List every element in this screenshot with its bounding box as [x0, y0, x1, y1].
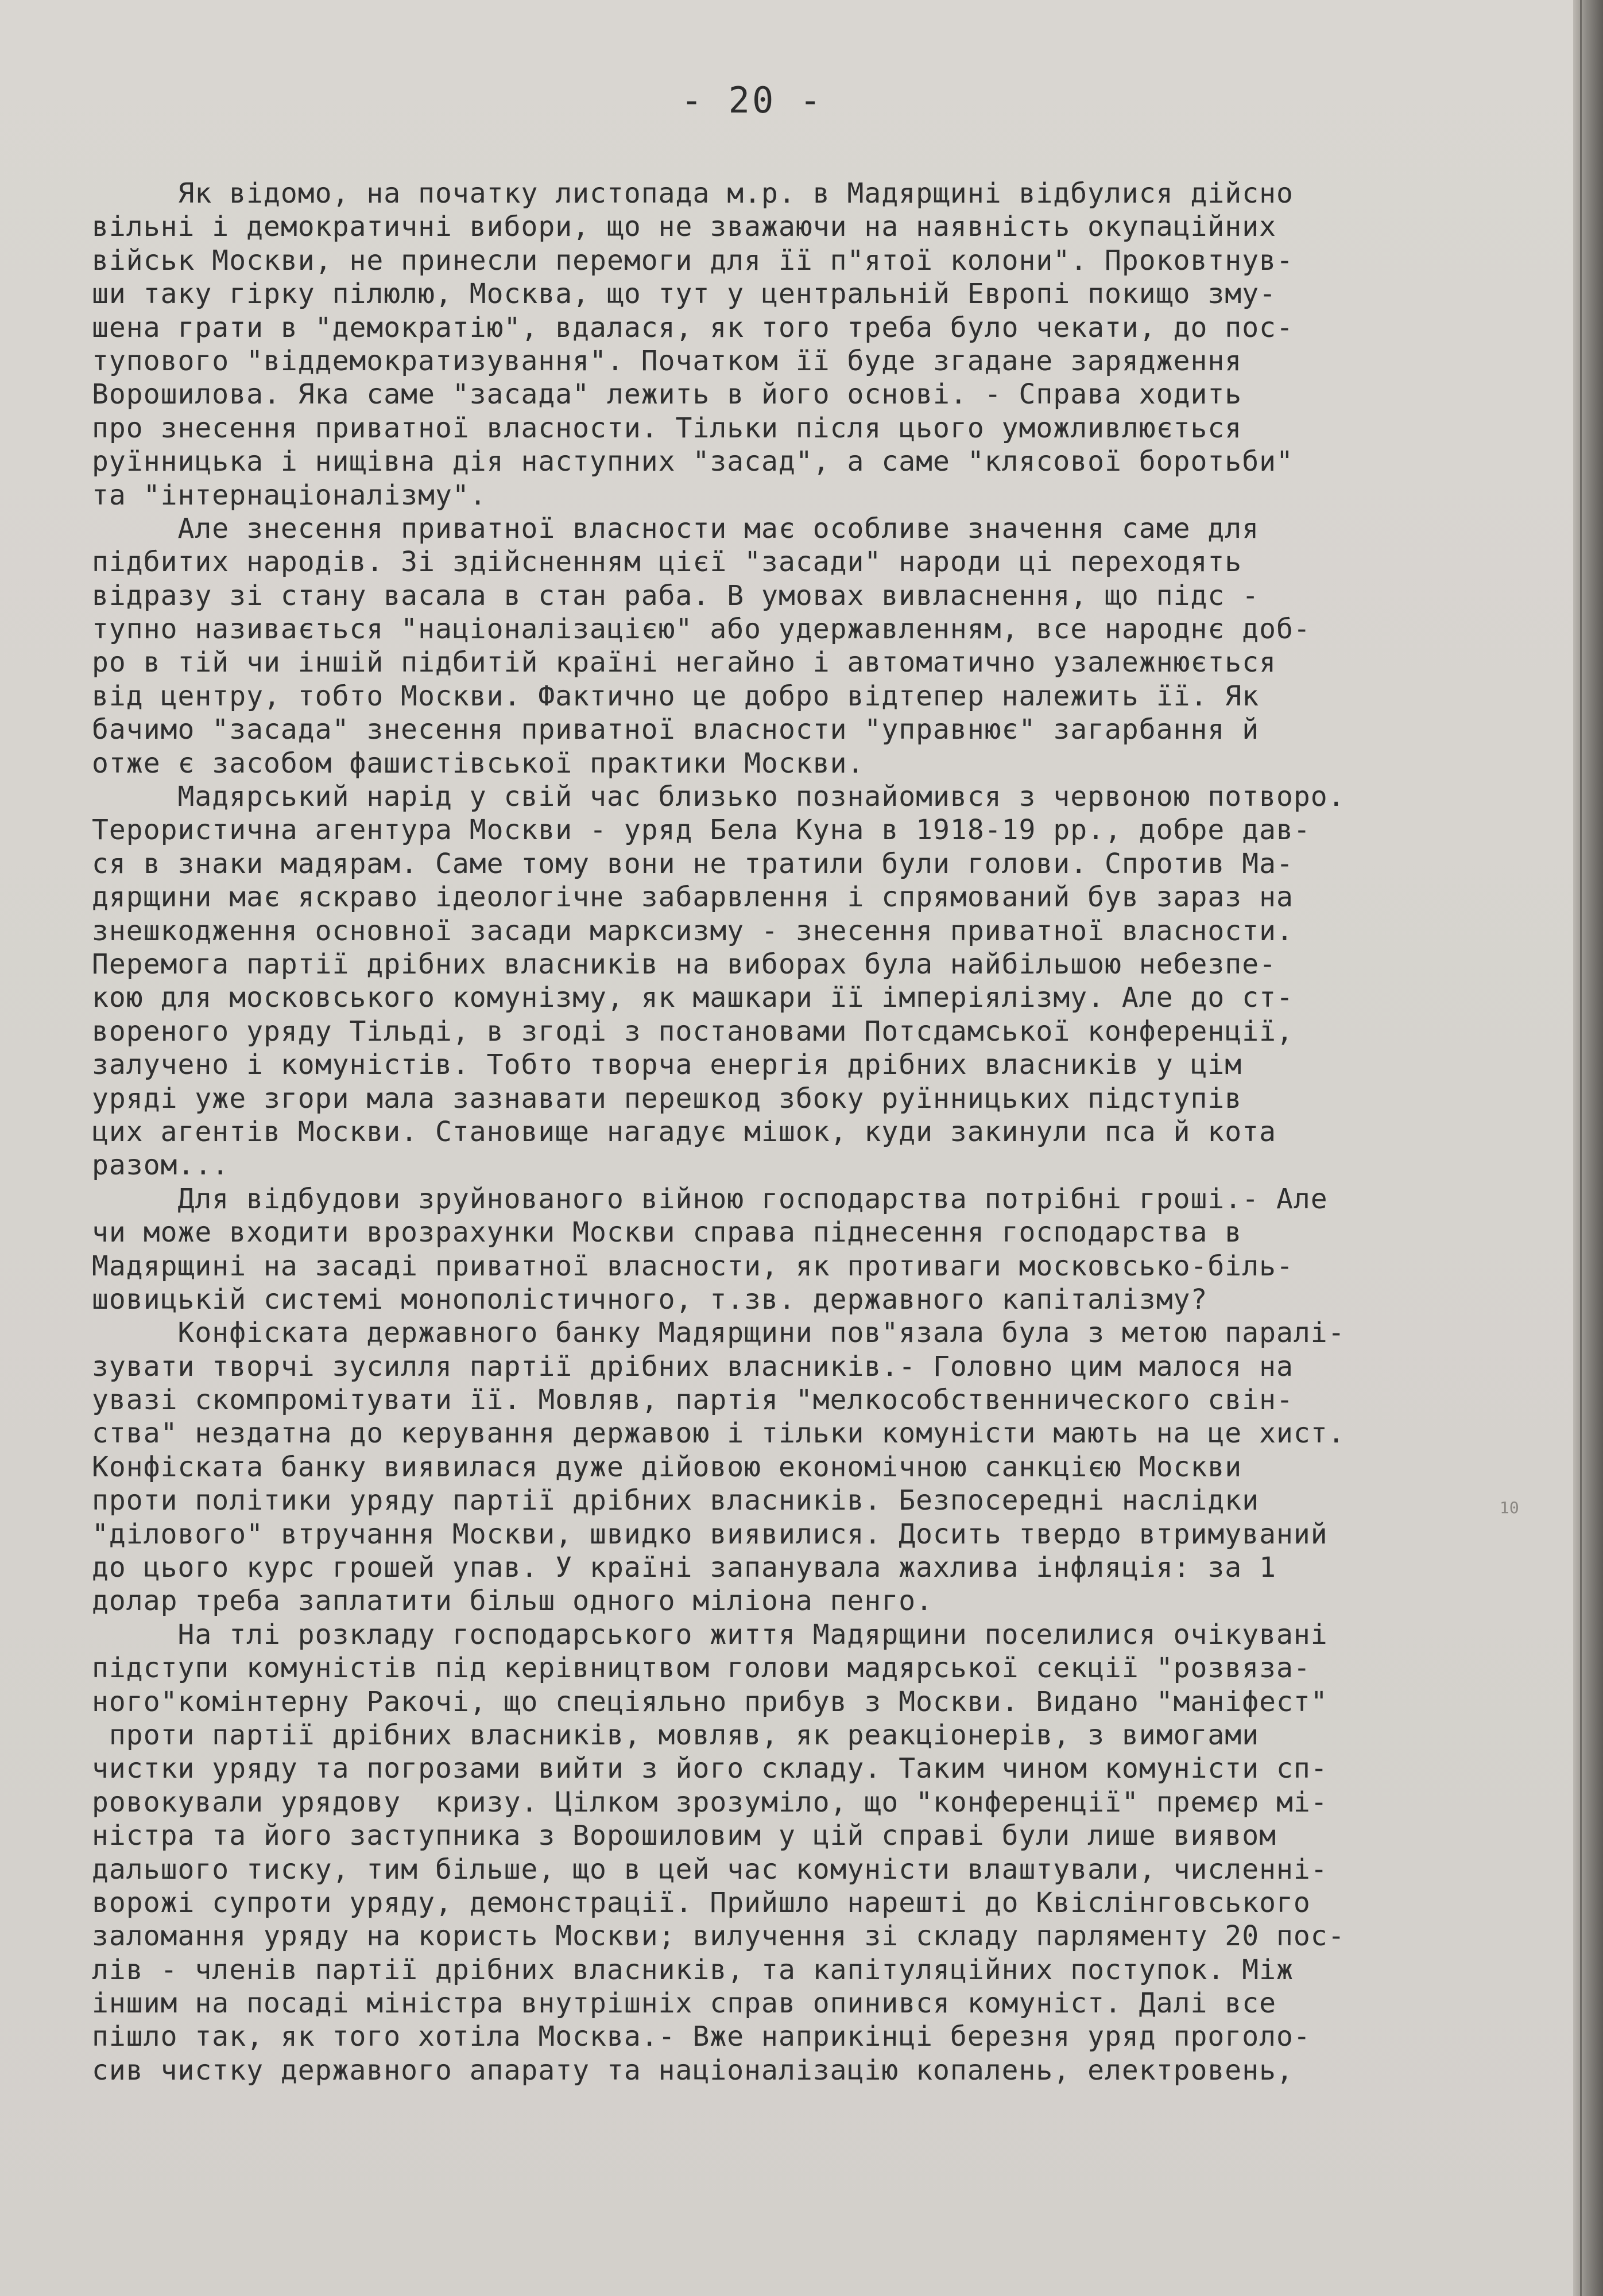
- text-line: шена грати в "демократію", вдалася, як того треба було чекати, до пос-: [92, 311, 1294, 344]
- text-line: ства" нездатна до керування державою і тільки комуністи мають на це хист.: [92, 1417, 1345, 1450]
- text-line: Мадярський нарід у свій час близько познайомився з червоною потворо.: [92, 781, 1345, 813]
- text-line: тупно називається "націоналізацією" або удержавленням, все народнє доб-: [92, 613, 1311, 646]
- text-line: ністра та його заступника з Ворошиловим у цій справі були лише виявом: [92, 1820, 1276, 1852]
- text-line: залучено і комуністів. Тобто творча енергія дрібних власників у цім: [92, 1049, 1242, 1081]
- text-line: разом...: [92, 1149, 230, 1182]
- text-line: лів - членів партії дрібних власників, та капітуляційних поступок. Між: [92, 1953, 1294, 1986]
- text-line: військ Москви, не принесли перемоги для її п"ятої колони". Проковтнув-: [92, 244, 1294, 277]
- text-line: про знесення приватної власности. Тільки після цього уможливлюється: [92, 412, 1242, 444]
- text-line: "ділового" втручання Москви, швидко виявилися. Досить твердо втримуваний: [92, 1518, 1328, 1550]
- text-line: долар треба заплатити більш одного міліона пенго.: [92, 1585, 934, 1618]
- text-line: ши таку гірку пілюлю, Москва, що тут у центральній Европі покищо зму-: [92, 278, 1276, 311]
- text-line: ного"комінтерну Ракочі, що спеціяльно прибув з Москви. Видано "маніфест": [92, 1685, 1328, 1718]
- text-line: Як відомо, на початку листопада м.р. в Мадярщині відбулися дійсно: [92, 177, 1294, 210]
- text-line: підбитих народів. Зі здійсненням цієї "засади" народи ці переходять: [92, 546, 1242, 579]
- text-line: На тлі розкладу господарського життя Мадярщини поселилися очікувані: [92, 1618, 1328, 1651]
- text-line: та "інтернаціоналізму".: [92, 479, 487, 511]
- typewritten-text: [92, 177, 1539, 2087]
- text-line: проти політики уряду партії дрібних власників. Безпосередні наслідки: [92, 1484, 1260, 1517]
- text-line: ся в знаки мадярам. Саме тому вони не тратили були голови. Спротив Ма-: [92, 847, 1294, 880]
- text-line: отже є засобом фашистівської практики Москви.: [92, 747, 865, 779]
- text-line: Конфіската державного банку Мадярщини пов"язала була з метою паралі-: [92, 1317, 1345, 1349]
- text-line: ровокували урядову кризу. Цілком зрозуміло, що "конференції" премєр мі-: [92, 1786, 1328, 1818]
- text-line: дальшого тиску, тим більше, що в цей час комуністи влаштували, численні-: [92, 1853, 1328, 1886]
- margin-mark: 10: [1500, 1498, 1519, 1517]
- text-line: заломання уряду на користь Москви; вилучення зі складу парляменту 20 пос-: [92, 1920, 1345, 1953]
- text-line: Перемога партії дрібних власників на виборах була найбільшою небезпе-: [92, 948, 1276, 980]
- text-line: тупового "віддемократизування". Початком її буде згадане зарядження: [92, 344, 1242, 377]
- page-edge-line: [1580, 0, 1582, 2296]
- text-line: Терористична агентура Москви - уряд Бела Куна в 1918-19 рр., добре дав-: [92, 814, 1311, 847]
- text-line: Мадярщині на засаді приватної власности, як противаги московсько-біль-: [92, 1250, 1294, 1282]
- text-line: відразу зі стану васала в стан раба. В умовах вивласнення, що підс -: [92, 579, 1260, 612]
- text-line: до цього курс грошей упав. У країні запанувала жахлива інфляція: за 1: [92, 1552, 1276, 1584]
- text-line: пішло так, як того хотіла Москва.- Вже наприкінці березня уряд проголо-: [92, 2020, 1311, 2053]
- text-line: зувати творчі зусилля партії дрібних власників.- Головно цим малося на: [92, 1350, 1294, 1383]
- text-line: Для відбудови зруйнованого війною господарства потрібні гроші.- Але: [92, 1182, 1328, 1215]
- text-line: шовицькій системі монополістичного, т.зв. державного капіталізму?: [92, 1283, 1208, 1316]
- text-line: Конфіската банку виявилася дуже дійовою економічною санкцією Москви: [92, 1450, 1242, 1483]
- text-line: Але знесення приватної власности має особливе значення саме для: [92, 512, 1260, 545]
- text-line: вореного уряду Тільді, в згоді з постановами Потсдамської конференції,: [92, 1015, 1294, 1048]
- text-line: уряді уже згори мала зазнавати перешкод збоку руїнницьких підступів: [92, 1082, 1242, 1115]
- text-line: підступи комуністів під керівництвом голови мадярської секції "розвяза-: [92, 1652, 1311, 1685]
- text-line: руїнницька і нищівна дія наступних "засад", а саме "клясової боротьби": [92, 445, 1294, 478]
- text-line: дярщини має яскраво ідеологічне забарвлення і спрямований був зараз на: [92, 881, 1294, 914]
- text-line: бачимо "засада" знесення приватної власности "управнює" загарбання й: [92, 713, 1260, 746]
- text-line: чистки уряду та погрозами вийти з його складу. Таким чином комуністи сп-: [92, 1752, 1328, 1785]
- text-line: ро в тій чи іншій підбитій країні негайно і автоматично узалежнюється: [92, 646, 1276, 679]
- text-line: увазі скомпромітувати її. Мовляв, партія "мелкособственнического свін-: [92, 1384, 1294, 1417]
- text-line: кою для московського комунізму, як машкари її імперіялізму. Але до ст-: [92, 982, 1294, 1014]
- page-edge-shadow: [1573, 0, 1603, 2296]
- text-line: сив чистку державного апарату та націоналізацію копалень, електровень,: [92, 2054, 1294, 2086]
- text-line: вільні і демократичні вибори, що не зважаючи на наявність окупаційних: [92, 211, 1276, 243]
- text-line: ворожі супроти уряду, демонстрації. Прийшло нарешті до Квіслінговського: [92, 1886, 1311, 1919]
- text-line: проти партії дрібних власників, мовляв, як реакціонерів, з вимогами: [92, 1719, 1260, 1751]
- page-number: - 20 -: [681, 79, 823, 121]
- text-line: знешкодження основної засади марксизму - знесення приватної власности.: [92, 914, 1294, 947]
- text-line: цих агентів Москви. Становище нагадує мішок, куди закинули пса й кота: [92, 1115, 1276, 1148]
- text-line: чи може входити врозрахунки Москви справа піднесення господарства в: [92, 1216, 1242, 1249]
- text-line: іншим на посаді міністра внутрішніх справ опинився комуніст. Далі все: [92, 1987, 1276, 2020]
- text-line: від центру, тобто Москви. Фактично це добро відтепер належить її. Як: [92, 680, 1260, 712]
- text-line: Ворошилова. Яка саме "засада" лежить в його основі. - Справа ходить: [92, 378, 1242, 411]
